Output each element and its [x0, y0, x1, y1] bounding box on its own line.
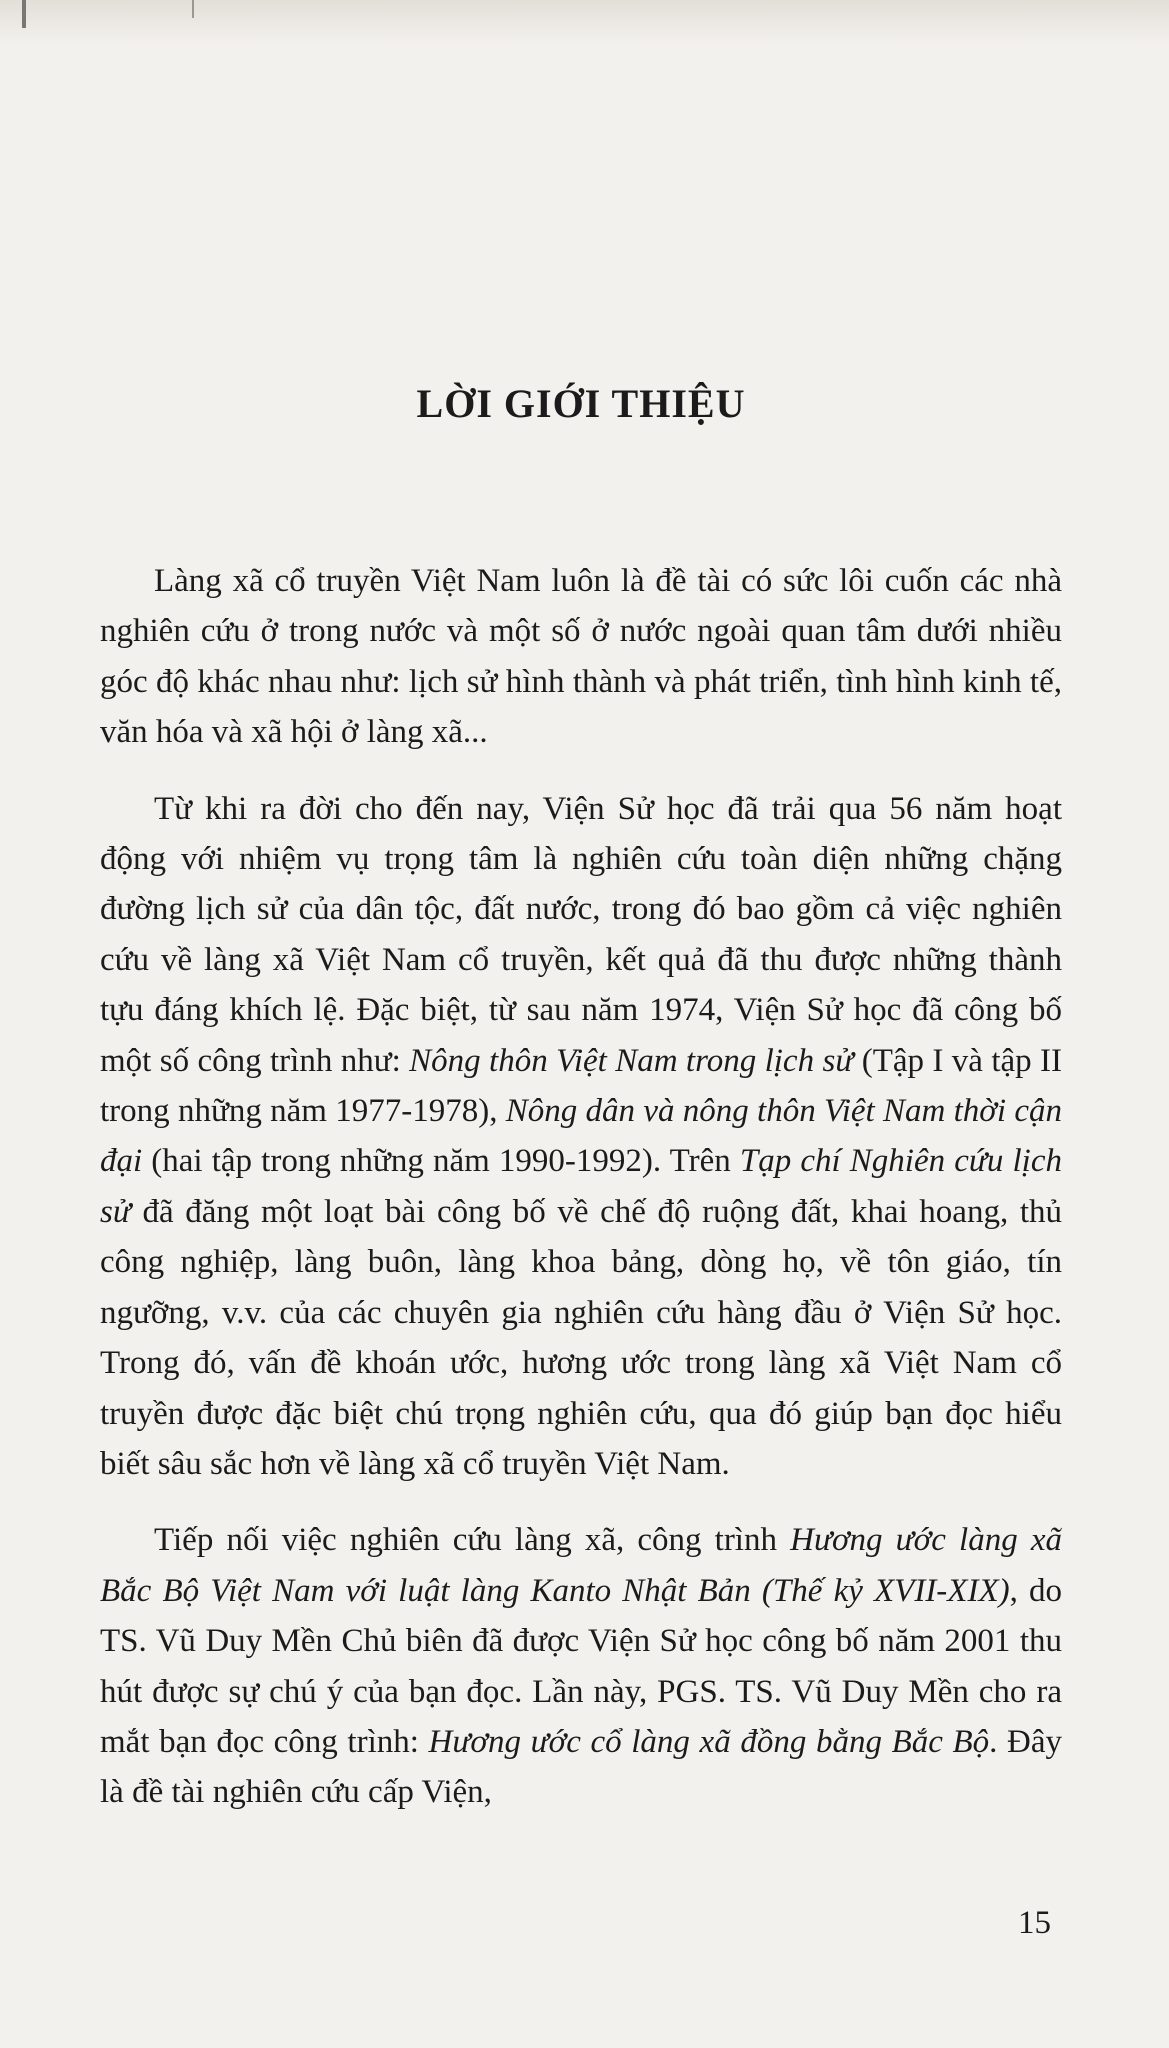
- page-title: LỜI GIỚI THIỆU: [416, 381, 746, 426]
- text-run: (hai tập trong những năm 1990-1992). Trên: [142, 1143, 740, 1180]
- italic-title-run: Hương ước cổ làng xã đồng bằng Bắc Bộ: [428, 1723, 990, 1760]
- paragraph: [100, 784, 1062, 1490]
- scan-top-edge: [0, 0, 1169, 44]
- italic-title-run: Nông thôn Việt Nam trong lịch sử: [409, 1042, 854, 1079]
- paragraph: [100, 1515, 1062, 1817]
- text-run: . Đây là đề tài nghiên cứu cấp Viện,: [100, 1723, 1063, 1811]
- scan-edge-mark: [22, 0, 26, 28]
- text-run: , do TS. Vũ Duy Mền Chủ biên đã được Viện Sử học công bố năm 2001 thu hút được sự chú ý của bạn đọc. Lần này, PGS. TS. Vũ Duy Mền cho ra mắt bạn đọc công trình:: [100, 1572, 1063, 1760]
- italic-title-run: Hương ước làng xã Bắc Bộ Việt Nam với luật làng Kanto Nhật Bản (Thế kỷ XVII-XIX): [100, 1522, 1062, 1609]
- text-run: (Tập I và tập II trong những năm 1977-1978),: [100, 1042, 1062, 1130]
- text-run: đã đăng một loạt bài công bố về chế độ ruộng đất, khai hoang, thủ công nghiệp, làng buôn, làng khoa bảng, dòng họ, về tôn giáo, tín ngưỡng, v.v. của các chuyên gia nghiên cứu hàng đầu ở Viện Sử học. Trong đó, vấn đề khoán ước, hương ước trong làng xã Việt Nam cổ truyền được đặc biệt chú trọng nghiên cứu, qua đó giúp bạn đọc hiểu biết sâu sắc hơn về làng xã cổ truyền Việt Nam.: [100, 1193, 1062, 1482]
- body-text: [100, 556, 1062, 1844]
- page-number: 15: [1018, 1905, 1051, 1941]
- italic-title-run: Tạp chí Nghiên cứu lịch sử: [100, 1143, 1062, 1230]
- text-run: Làng xã cổ truyền Việt Nam luôn là đề tài có sức lôi cuốn các nhà nghiên cứu ở trong nước và một số ở nước ngoài quan tâm dưới nhiều góc độ khác nhau như: lịch sử hình thành và phát triển, tình hình kinh tế, văn hóa và xã hội ở làng xã...: [100, 563, 1062, 751]
- text-run: Tiếp nối việc nghiên cứu làng xã, công trình: [154, 1522, 791, 1559]
- scan-edge-mark: [192, 0, 194, 18]
- paragraph: [100, 556, 1062, 758]
- italic-title-run: Nông dân và nông thôn Việt Nam thời cận đại: [100, 1093, 1062, 1180]
- text-run: Từ khi ra đời cho đến nay, Viện Sử học đã trải qua 56 năm hoạt động với nhiệm vụ trọng tâm là nghiên cứu toàn diện những chặng đường lịch sử của dân tộc, đất nước, trong đó bao gồm cả việc nghiên cứu về làng xã Việt Nam cổ truyền, kết quả đã thu được những thành tựu đáng khích lệ. Đặc biệt, từ sau năm 1974, Viện Sử học đã công bố một số công trình như:: [100, 790, 1062, 1079]
